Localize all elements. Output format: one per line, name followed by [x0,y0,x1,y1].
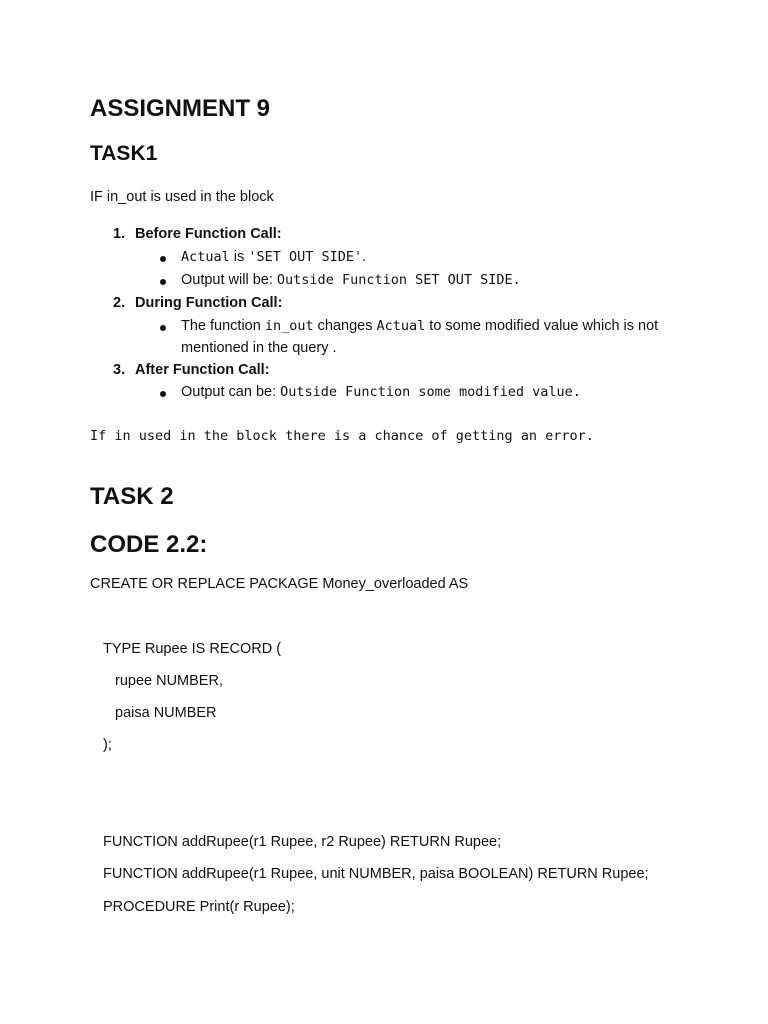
bullet-2 [160,279,166,285]
code-line: PROCEDURE Print(r Rupee); [103,899,295,915]
bullet-4-text [181,384,581,400]
code-line: CREATE OR REPLACE PACKAGE Money_overloaded AS [90,576,469,592]
task2-heading: TASK 2 [90,483,174,510]
bullet-3-text-a: The function [181,318,265,334]
task1-intro: IF in_out is used in the block [90,189,274,205]
bullet-2-text [181,272,521,288]
bullet-3-line-2: mentioned in the query . [181,340,337,356]
output-code: Outside Function SET OUT SIDE. [276,272,521,288]
bullet-3-text-b: changes [313,318,377,334]
bullet-4-label: Output can be: [181,384,281,400]
set-out-side-code: 'SET OUT SIDE' [248,249,363,265]
bullet-3-text-c: to some modified value which is not [425,318,659,334]
step-1-label: Before Function Call: [135,226,282,242]
bullet-3 [160,325,166,331]
bullet-1 [160,256,166,262]
bullet-2-label: Output will be: [181,272,277,288]
output-modified-code: Outside Function some modified value. [280,384,581,400]
code-line: ); [103,737,112,753]
step-2 [113,295,282,311]
in-out-code: in_out [264,318,314,334]
code-heading: CODE 2.2: [90,531,208,558]
step-3-label: After Function Call: [135,362,270,378]
error-note: If in used in the block there is a chance of getting an error. [90,428,594,444]
code-line: FUNCTION addRupee(r1 Rupee, unit NUMBER, paisa BOOLEAN) RETURN Rupee; [103,866,649,882]
assignment-title: ASSIGNMENT 9 [90,95,271,122]
actual-code-2: Actual [376,318,426,334]
step-3 [113,362,270,378]
task1-heading: TASK1 [90,142,158,165]
code-line: TYPE Rupee IS RECORD ( [103,641,282,657]
step-1 [113,226,282,242]
bullet-3-text [181,318,658,334]
bullet-1-text [181,249,366,265]
bullet-1-end: . [362,249,367,265]
bullet-4 [160,391,166,397]
code-line: rupee NUMBER, [115,673,223,689]
actual-code: Actual [181,249,230,265]
step-1-number: 1. [113,226,126,242]
bullet-1-is: is [229,249,249,265]
step-3-number: 3. [113,362,126,378]
code-line: FUNCTION addRupee(r1 Rupee, r2 Rupee) RETURN Rupee; [103,834,502,850]
step-2-number: 2. [113,295,126,311]
code-line: paisa NUMBER [115,705,217,721]
step-2-label: During Function Call: [135,295,283,311]
